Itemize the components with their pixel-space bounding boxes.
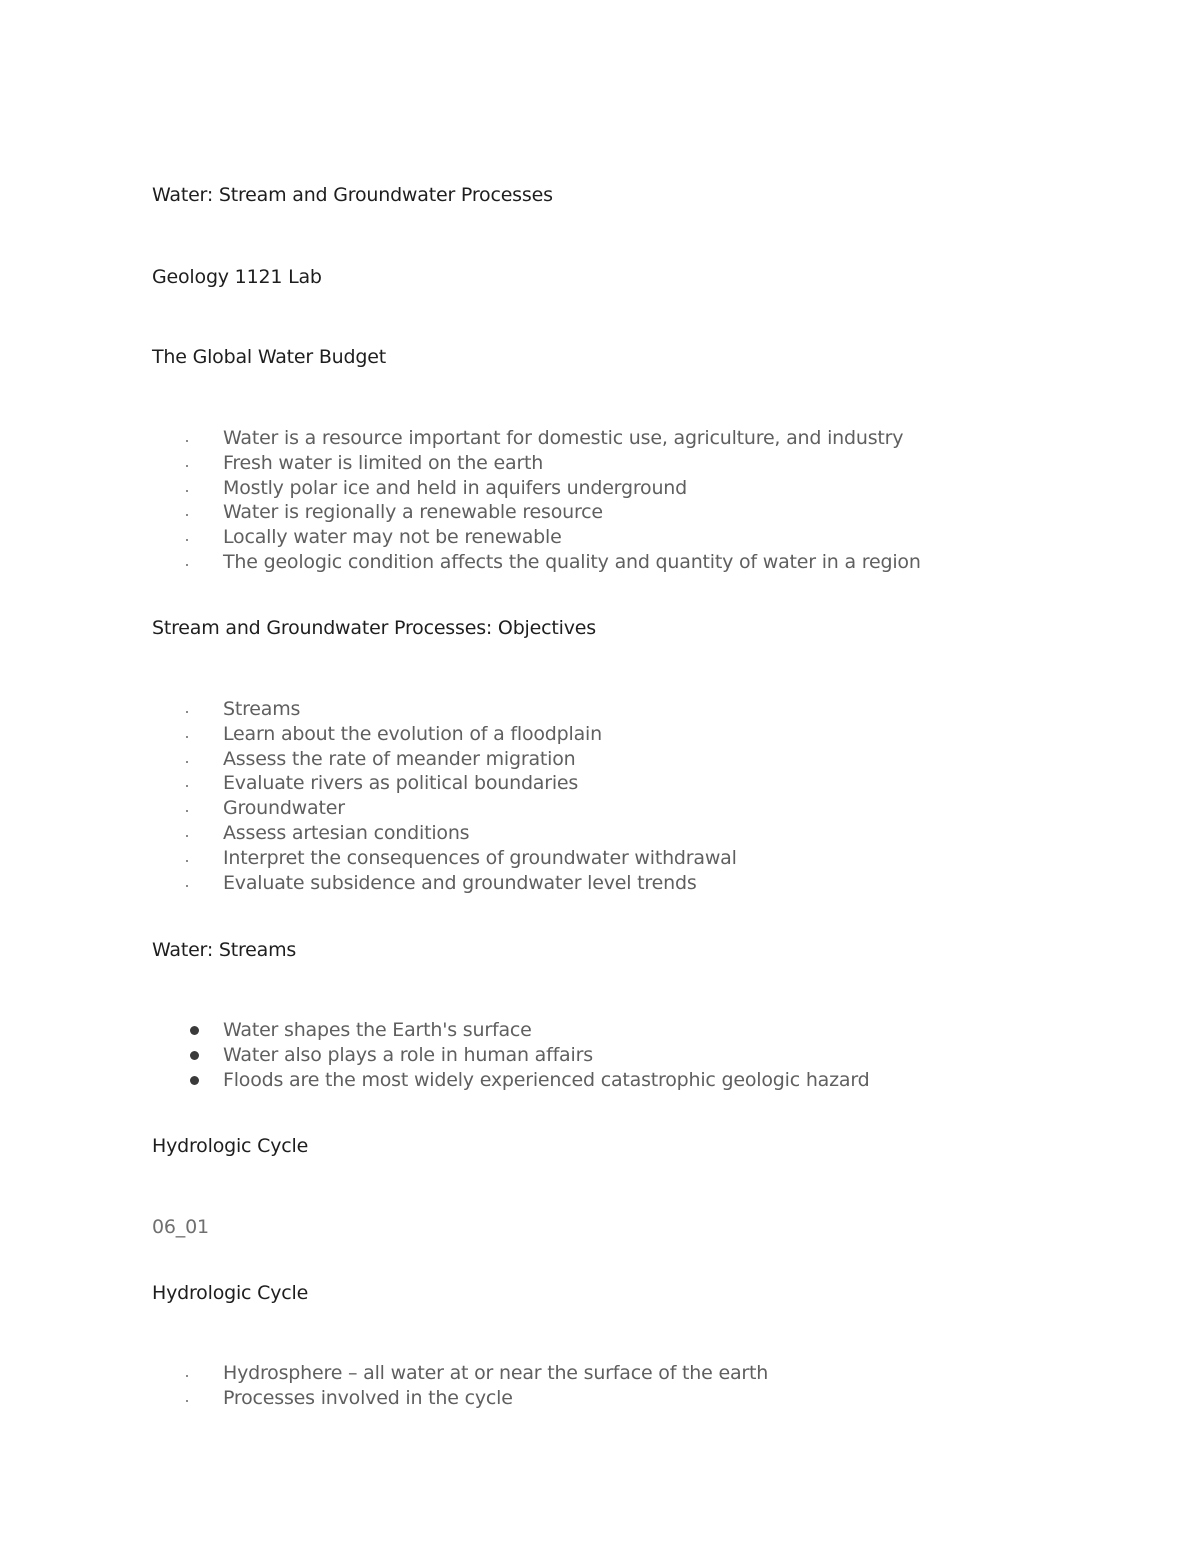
section-heading-hydrologic-cycle-2: Hydrologic Cycle bbox=[152, 1282, 309, 1304]
bullet-dot-icon bbox=[186, 514, 188, 516]
section-heading-hydrologic-cycle: Hydrologic Cycle bbox=[152, 1135, 309, 1157]
bullet-disc-icon bbox=[190, 1051, 199, 1060]
figure-label: 06_01 bbox=[152, 1216, 209, 1238]
bullet-dot-icon bbox=[186, 440, 188, 442]
bullet-dot-icon bbox=[186, 711, 188, 713]
bullet-dot-icon bbox=[186, 761, 188, 763]
bullet-dot-icon bbox=[186, 835, 188, 837]
bullet-dot-icon bbox=[186, 490, 188, 492]
bullet-dot-icon bbox=[186, 810, 188, 812]
course-name: Geology 1121 Lab bbox=[152, 266, 322, 288]
bullet-dot-icon bbox=[186, 860, 188, 862]
bullet-dot-icon bbox=[186, 465, 188, 467]
bullet-dot-icon bbox=[186, 564, 188, 566]
bullet-dot-icon bbox=[186, 1375, 188, 1377]
bullet-dot-icon bbox=[186, 885, 188, 887]
section-heading-objectives: Stream and Groundwater Processes: Objectives bbox=[152, 617, 596, 639]
document-title: Water: Stream and Groundwater Processes bbox=[152, 184, 553, 206]
document-page: Water: Stream and Groundwater Processes Geology 1121 Lab The Global Water Budget Water is a resource important for domestic use, agriculture, and industry Fresh water is limited on the earth Mostly polar ice and held in aquifers underground Water is regionally a renewable resource Locally water may not be renewable The geologic condition affects the quality and quantity of water in a region Stream and Groundwater Processes: Objectives Streams Learn about the evolution of a floodplain Assess the rate of meander migration Evaluate rivers as political boundaries Groundwater Assess artesian conditions Interpret the consequences of groundwater withdrawal Evaluate subsidence and groundwater level trends Water: Streams Water shapes the Earth's surface Water also plays a role in human affairs Floods are the most widely experienced catastrophic geologic hazard Hydrologic Cycle 06_01 Hydrologic Cycle Hydrosphere – all water at or near the surface of the earth Processes involved in the cycle bbox=[0, 0, 1200, 1553]
bullet-disc-icon bbox=[190, 1026, 199, 1035]
bullet-dot-icon bbox=[186, 736, 188, 738]
bullet-disc-icon bbox=[190, 1076, 199, 1085]
bullet-dot-icon bbox=[186, 539, 188, 541]
section-heading-global-water-budget: The Global Water Budget bbox=[152, 346, 386, 368]
bullet-dot-icon bbox=[186, 785, 188, 787]
section-heading-water-streams: Water: Streams bbox=[152, 939, 297, 961]
bullet-dot-icon bbox=[186, 1400, 188, 1402]
